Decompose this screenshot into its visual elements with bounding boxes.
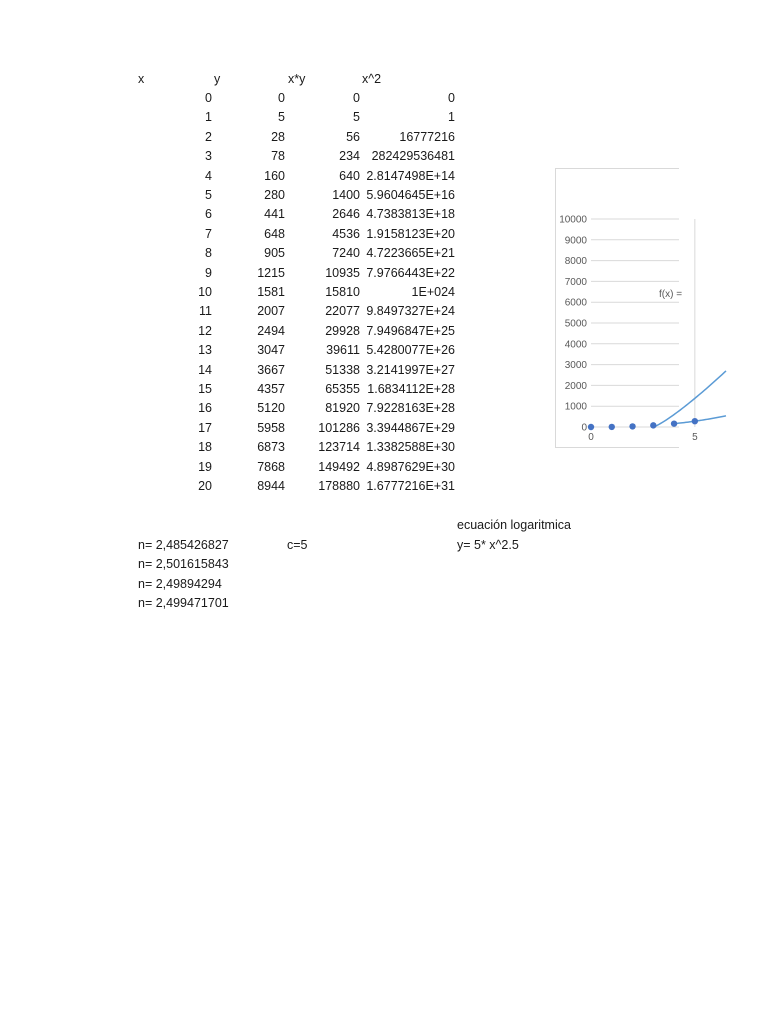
cell-x: 6: [205, 207, 212, 222]
cell-x: 0: [205, 91, 212, 105]
cell-x2: 3.2141997E+27: [366, 362, 455, 377]
cell-y: 6873: [257, 440, 285, 455]
cell-xy: 39611: [326, 343, 360, 358]
cell-x: 1: [205, 110, 212, 125]
cell-xy: 7240: [332, 246, 360, 261]
cell-x2: 4.7383813E+18: [366, 207, 455, 222]
cell-x2: 7.9766443E+22: [366, 265, 455, 280]
cell-x2: 5.9604645E+16: [366, 188, 455, 202]
header-x: x: [138, 72, 145, 86]
cell-xy: 234: [339, 149, 360, 164]
cell-x: 15: [198, 382, 212, 396]
cell-xy: 4536: [332, 226, 360, 241]
cell-x2: 5.4280077E+26: [366, 343, 455, 358]
cell-y: 5: [278, 110, 285, 125]
cell-y: 1215: [257, 265, 285, 280]
c-value: c=5: [287, 538, 308, 552]
cell-x: 8: [205, 246, 212, 261]
cell-xy: 123714: [318, 440, 360, 455]
data-point: [629, 423, 635, 429]
data-point: [671, 420, 677, 426]
y-tick-label: 2000: [564, 380, 587, 392]
cell-x2: 9.8497327E+24: [366, 304, 455, 319]
cell-xy: 29928: [325, 323, 360, 338]
n-value-3: n= 2,49894294: [138, 577, 222, 591]
data-point: [588, 424, 594, 430]
cell-xy: 0: [353, 91, 360, 105]
cell-x: 3: [205, 149, 212, 164]
cell-x: 2: [205, 129, 212, 144]
cell-y: 1581: [257, 285, 285, 299]
data-point: [650, 422, 656, 428]
cell-x: 19: [198, 459, 212, 474]
cell-x2: 1: [448, 110, 455, 125]
cell-xy: 101286: [318, 420, 360, 435]
cell-y: 4357: [257, 382, 285, 396]
cell-y: 3667: [257, 362, 285, 377]
scatter-chart: [555, 168, 698, 448]
cell-x: 14: [198, 362, 212, 377]
cell-xy: 65355: [325, 382, 360, 396]
cell-xy: 56: [346, 129, 360, 144]
n-value-4: n= 2,499471701: [138, 596, 229, 610]
cell-x2: 16777216: [399, 129, 455, 144]
cell-y: 28: [271, 129, 285, 144]
cell-x: 16: [198, 401, 212, 416]
cell-y: 5958: [257, 420, 285, 435]
cell-x2: 7.9496847E+25: [366, 323, 455, 338]
cell-y: 0: [278, 91, 285, 105]
cell-y: 8944: [257, 479, 285, 493]
cell-y: 3047: [257, 343, 285, 358]
x-tick-label: 5: [692, 432, 698, 443]
cell-y: 2494: [257, 323, 285, 338]
cell-xy: 1400: [332, 188, 360, 202]
cell-x2: 1E+024: [411, 285, 455, 299]
cell-xy: 81920: [325, 401, 360, 416]
y-tick-label: 5000: [564, 318, 587, 330]
cell-xy: 51338: [325, 362, 360, 377]
y-tick-label: 9000: [564, 235, 587, 247]
cell-xy: 15810: [325, 285, 360, 299]
y-tick-label: 10000: [559, 214, 587, 226]
data-point: [609, 424, 615, 430]
cell-x2: 2.8147498E+14: [366, 168, 455, 183]
cell-y: 7868: [257, 459, 285, 474]
cell-y: 160: [264, 168, 285, 183]
cell-x: 20: [198, 479, 212, 493]
header-x2: x^2: [362, 72, 382, 86]
cell-y: 280: [264, 188, 285, 202]
y-tick-label: 6000: [564, 297, 587, 309]
y-tick-label: 8000: [564, 256, 587, 268]
cell-x: 12: [198, 323, 212, 338]
cell-x2: 4.8987629E+30: [366, 459, 455, 474]
cell-xy: 5: [353, 110, 360, 125]
cell-y: 78: [271, 149, 285, 164]
cell-y: 5120: [257, 401, 285, 416]
y-tick-label: 3000: [564, 360, 587, 372]
cell-xy: 22077: [325, 304, 360, 319]
cell-x2: 7.9228163E+28: [366, 401, 455, 416]
cell-y: 648: [264, 226, 285, 241]
cell-x: 11: [199, 304, 212, 319]
cell-x: 17: [198, 420, 212, 435]
cell-x: 9: [205, 265, 212, 280]
cell-x: 5: [205, 188, 212, 202]
cell-y: 905: [264, 246, 285, 261]
n-value-1: n= 2,485426827: [138, 538, 229, 552]
y-tick-label: 7000: [564, 276, 587, 288]
equation-title: ecuación logaritmica: [457, 518, 571, 532]
cell-x: 13: [198, 343, 212, 358]
cell-x2: 1.6834112E+28: [367, 382, 455, 396]
cell-x: 18: [198, 440, 212, 455]
y-tick-label: 4000: [564, 339, 587, 351]
y-tick-label: 0: [581, 422, 587, 434]
cell-x2: 282429536481: [371, 149, 455, 164]
cell-x2: 1.6777216E+31: [366, 479, 455, 493]
cell-x2: 4.7223665E+21: [366, 246, 455, 261]
cell-x2: 1.9158123E+20: [366, 226, 455, 241]
data-point: [692, 418, 698, 424]
header-xy: x*y: [288, 72, 306, 86]
equation: y= 5* x^2.5: [457, 538, 519, 552]
cell-x2: 0: [448, 91, 455, 105]
header-y: y: [214, 72, 221, 86]
n-value-2: n= 2,501615843: [138, 557, 229, 571]
cell-xy: 178880: [318, 479, 360, 493]
y-tick-label: 1000: [564, 401, 587, 413]
cell-x2: 3.3944867E+29: [366, 420, 455, 435]
cell-y: 2007: [257, 304, 285, 319]
trendline-label: f(x) =: [659, 289, 683, 300]
cell-x: 4: [205, 168, 212, 183]
cell-xy: 640: [339, 168, 360, 183]
cell-xy: 10935: [325, 265, 360, 280]
x-tick-label: 0: [588, 432, 594, 443]
cell-x: 10: [198, 285, 212, 299]
cell-y: 441: [264, 207, 285, 222]
trend-line-power: [672, 416, 726, 424]
cell-x: 7: [205, 226, 212, 241]
chart-svg: [556, 169, 698, 447]
cell-x2: 1.3382588E+30: [366, 440, 455, 455]
cell-xy: 149492: [318, 459, 360, 474]
cell-xy: 2646: [332, 207, 360, 222]
